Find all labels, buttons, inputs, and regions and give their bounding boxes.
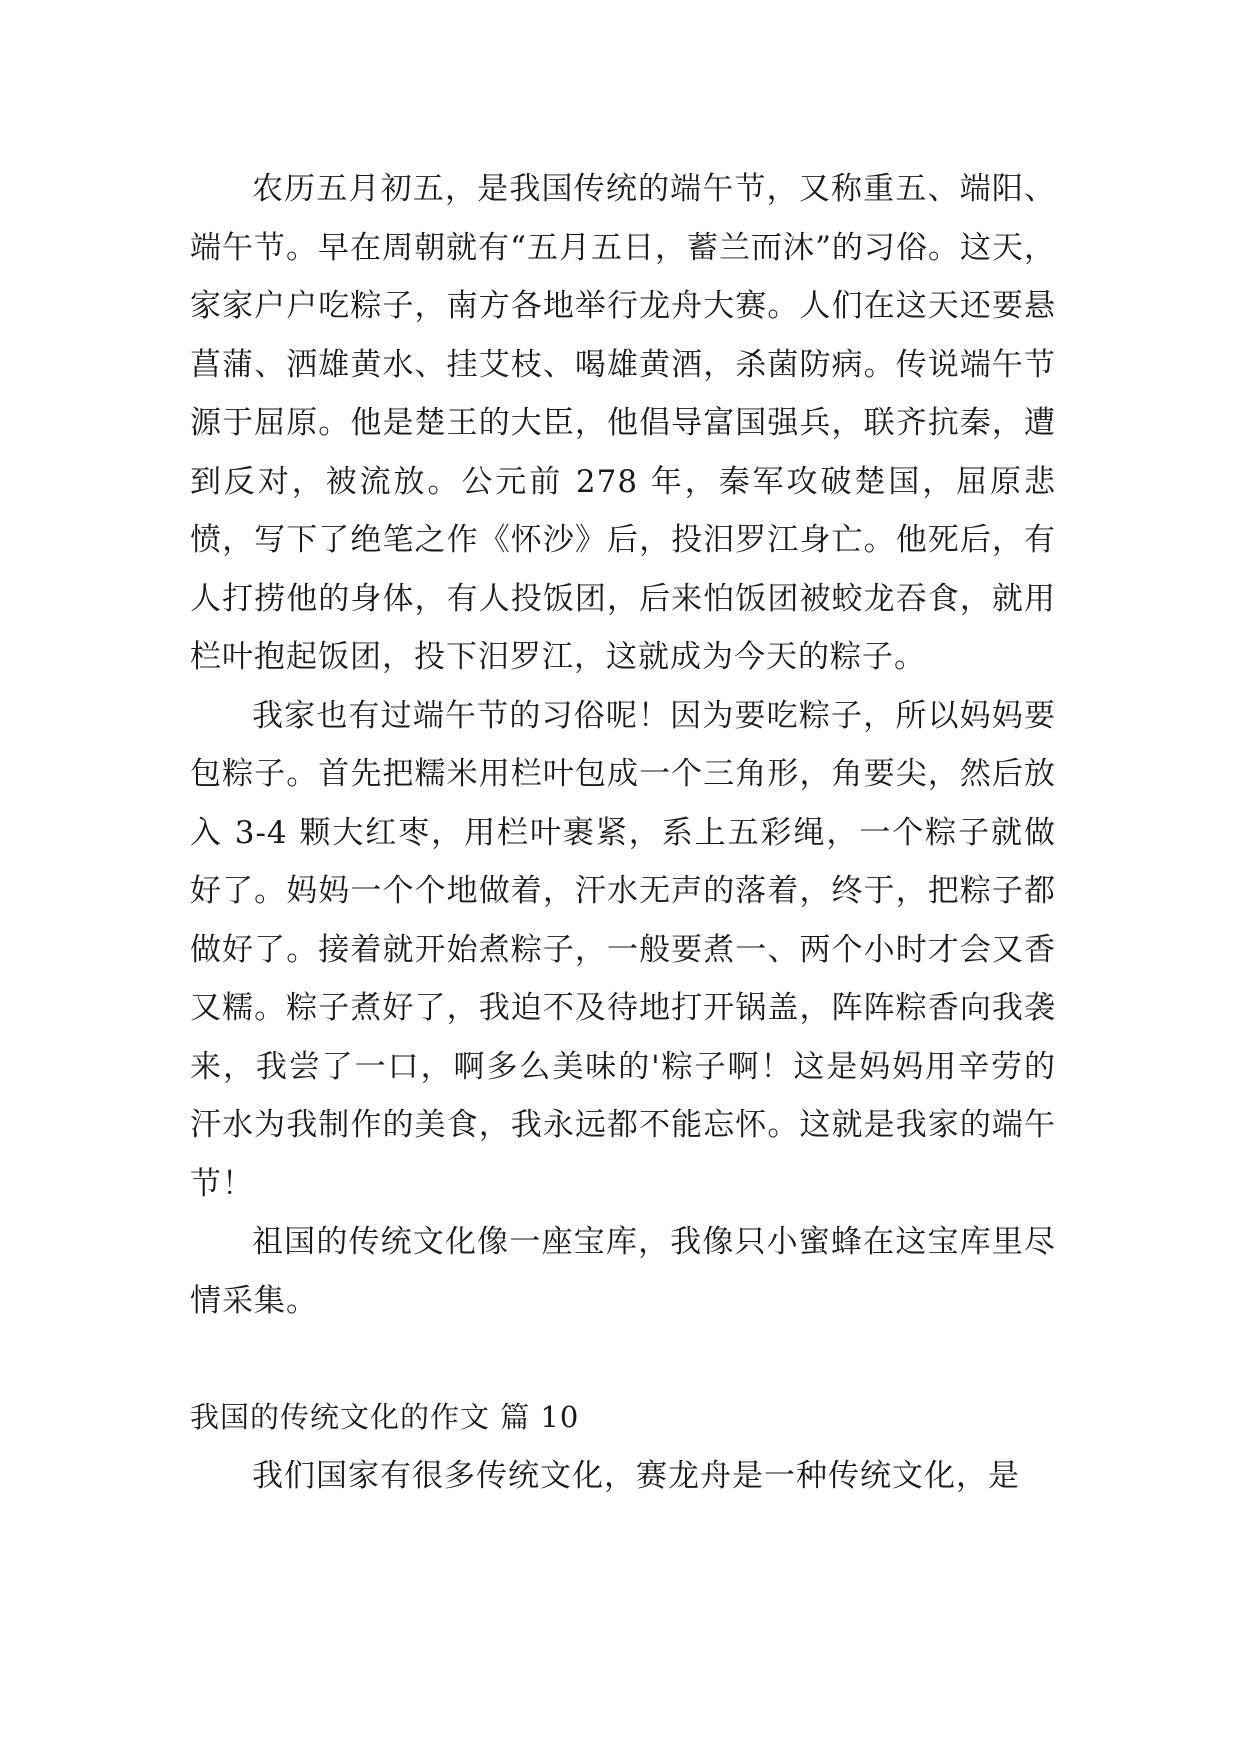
document-body — [190, 160, 1056, 1505]
section-gap — [190, 1330, 1056, 1388]
paragraph-dragon-boat-origin: 农历五月初五，是我国传统的端午节，又称重五、端阳、端午节。早在周朝就有“五月五日，蓄兰而沐”的习俗。这天，家家户户吃粽子，南方各地举行龙舟大赛。人们在这天还要悬菖蒲、洒雄黄水、挂艾枝、喝雄黄酒，杀菌防病。传说端午节源于屈原。他是楚王的大臣，他倡导富国强兵，联齐抗秦，遭到反对，被流放。公元前 278 年，秦军攻破楚国，屈原悲愤，写下了绝笔之作《怀沙》后，投汨罗江身亡。他死后，有人打捞他的身体，有人投饭团，后来怕饭团被蛟龙吞食，就用栏叶抱起饭团，投下汨罗江，这就成为今天的粽子。 — [190, 171, 1056, 675]
paragraph-next-section: 我们国家有很多传统文化，赛龙舟是一种传统文化，是 — [252, 1457, 1020, 1494]
paragraph-conclusion: 祖国的传统文化像一座宝库，我像只小蜜蜂在这宝库里尽情采集。 — [190, 1224, 1056, 1319]
section-heading: 我国的传统文化的作文 篇 10 — [190, 1400, 580, 1434]
paragraph-family-zongzi: 我家也有过端午节的习俗呢！因为要吃粽子，所以妈妈要包粽子。首先把糯米用栏叶包成一个三角形，角要尖，然后放入 3-4 颗大红枣，用栏叶裹紧，系上五彩绳，一个粽子就做好了。妈妈一个个地做着，汗水无声的落着，终于，把粽子都做好了。接着就开始煮粽子，一般要煮一、两个小时才会又香又糯。粽子煮好了，我迫不及待地打开锅盖，阵阵粽香向我袭来，我尝了一口，啊多么美味的'粽子啊！这是妈妈用辛劳的汗水为我制作的美食，我永远都不能忘怀。这就是我家的端午节！ — [190, 697, 1056, 1202]
